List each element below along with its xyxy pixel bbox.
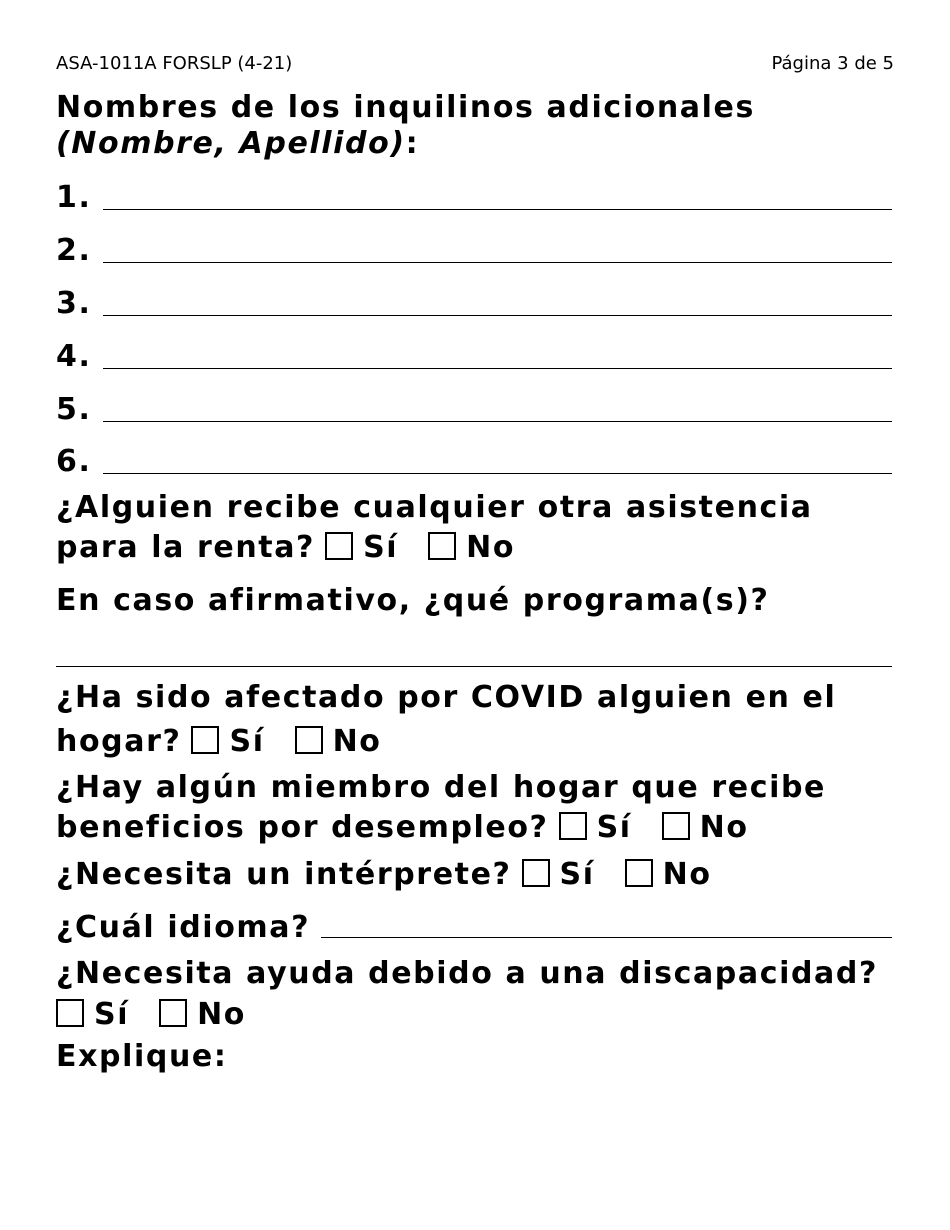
language-question: ¿Cuál idioma? [56,910,311,945]
programs-question: En caso afirmativo, ¿qué programa(s)? [56,583,770,618]
interpreter-yes-label: Sí [559,857,595,892]
rent-assistance-question-end: para la renta? [56,530,316,565]
covid-question-end: hogar? [56,724,182,759]
rent-assistance-row [56,530,515,566]
unemployment-no-checkbox[interactable] [662,812,690,840]
page-number: Página 3 de 5 [771,53,894,74]
tenant-number-1: 1. [56,180,92,215]
interpreter-no-checkbox[interactable] [625,859,653,887]
covid-yes-label: Sí [229,724,265,759]
covid-yes-checkbox[interactable] [191,726,219,754]
tenant-name-field-4[interactable] [103,368,892,369]
tenant-name-field-5[interactable] [103,421,892,422]
covid-question: ¿Ha sido afectado por COVID alguien en el [56,680,837,715]
tenants-title-hint [56,126,419,162]
unemployment-yes-checkbox[interactable] [559,812,587,840]
disability-yes-label: Sí [94,997,130,1032]
tenant-number-4: 4. [56,339,92,374]
covid-no-checkbox[interactable] [295,726,323,754]
interpreter-no-label: No [662,857,712,892]
rent-assistance-yes-checkbox[interactable] [325,532,353,560]
interpreter-row [56,857,712,893]
rent-assistance-question: ¿Alguien recibe cualquier otra asistencia [56,490,813,525]
tenant-name-field-2[interactable] [103,262,892,263]
tenant-number-6: 6. [56,444,92,479]
unemployment-no-label: No [699,810,749,845]
tenant-number-3: 3. [56,286,92,321]
unemployment-question-end: beneficios por desempleo? [56,810,549,845]
programs-field[interactable] [56,666,892,667]
language-field[interactable] [321,937,892,938]
tenant-name-field-6[interactable] [103,473,892,474]
covid-row [56,724,382,760]
tenant-name-field-1[interactable] [103,209,892,210]
disability-row [56,997,246,1033]
tenants-title-colon: : [405,126,420,161]
disability-no-label: No [197,997,247,1032]
tenants-title: Nombres de los inquilinos adicionales [56,90,755,125]
unemployment-question: ¿Hay algún miembro del hogar que recibe [56,770,826,805]
disability-explain-label: Explique: [56,1039,228,1074]
disability-question: ¿Necesita ayuda debido a una discapacidad? [56,956,878,991]
tenant-number-5: 5. [56,392,92,427]
rent-assistance-yes-label: Sí [363,530,399,565]
interpreter-question: ¿Necesita un intérprete? [56,857,512,892]
covid-no-label: No [332,724,382,759]
disability-yes-checkbox[interactable] [56,999,84,1027]
unemployment-yes-label: Sí [596,810,632,845]
tenants-title-hint-text: (Nombre, Apellido) [56,126,406,161]
form-id: ASA-1011A FORSLP (4-21) [56,53,293,74]
disability-no-checkbox[interactable] [159,999,187,1027]
tenant-number-2: 2. [56,233,92,268]
interpreter-yes-checkbox[interactable] [522,859,550,887]
tenant-name-field-3[interactable] [103,315,892,316]
rent-assistance-no-label: No [466,530,516,565]
rent-assistance-no-checkbox[interactable] [428,532,456,560]
unemployment-row [56,810,749,846]
